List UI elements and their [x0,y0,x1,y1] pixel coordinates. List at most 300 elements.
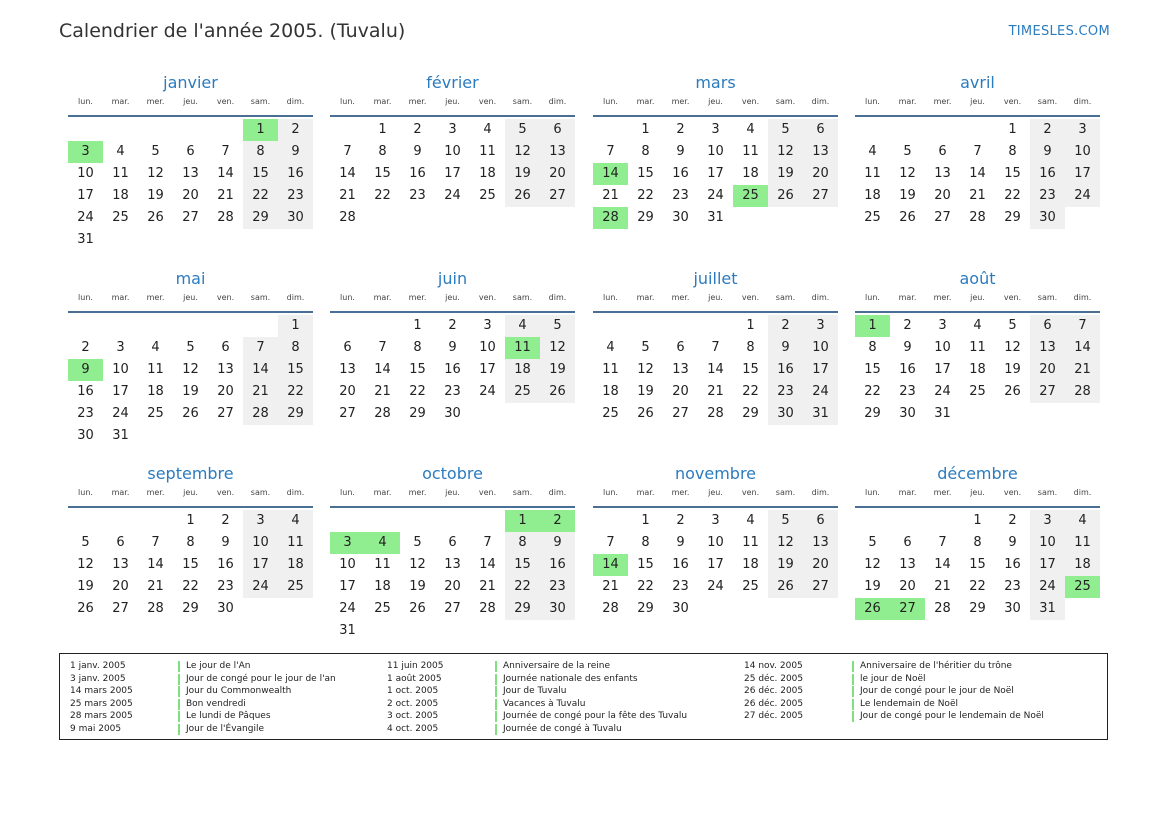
weekday-header [593,97,838,117]
day-cell: 22 [374,188,391,203]
weekday-label: mer. [671,97,690,106]
legend-marker [852,674,854,685]
empty-cell [173,119,208,141]
day-cell: 30 [672,210,689,225]
day-cell: 15 [969,557,986,572]
day-cell: 17 [243,554,278,576]
day-cell: 1 [186,513,195,528]
day-cell: 17 [707,557,724,572]
holiday-day-cell: 1 [855,315,890,337]
legend-row [744,710,1044,723]
day-cell: 16 [1030,163,1065,185]
month-block [593,73,838,229]
legend-row [387,710,687,723]
day-cell: 11 [112,166,129,181]
day-cell: 16 [217,557,234,572]
day-cell: 1 [746,318,755,333]
weekday-label: ven. [1003,293,1022,302]
day-cell: 9 [540,532,575,554]
day-cell: 17 [707,166,724,181]
day-cell: 18 [742,166,759,181]
legend-row [70,723,336,736]
day-cell: 13 [339,362,356,377]
weekday-label: mer. [933,97,952,106]
weekday-label: dim. [811,293,830,302]
day-cell: 12 [540,337,575,359]
holiday-day-cell: 3 [330,532,365,554]
month-name: mai [175,269,206,288]
legend-marker [852,686,854,697]
day-cell: 11 [1065,532,1100,554]
day-cell: 17 [803,359,838,381]
month-name: septembre [147,464,234,483]
weekday-label: jeu. [708,97,723,106]
day-cell: 2 [676,513,685,528]
legend-row [70,698,336,711]
legend-holiday-name: Journée de congé à Tuvalu [503,723,622,734]
day-cell: 17 [444,166,461,181]
day-cell: 11 [969,340,986,355]
day-cell: 2 [413,122,422,137]
day-cell: 10 [707,144,724,159]
legend-marker [852,661,854,672]
day-cell: 21 [707,384,724,399]
page-title: Calendrier de l'année 2005. (Tuvalu) [59,20,406,42]
day-cell: 17 [1065,163,1100,185]
empty-cell [330,315,365,337]
weekday-header [68,97,313,117]
day-cell: 22 [969,579,986,594]
day-cell: 7 [606,144,615,159]
day-cell: 28 [339,210,356,225]
weekday-label: jeu. [183,293,198,302]
month-name: juillet [693,269,738,288]
legend-holiday-name: Le jour de l'An [186,661,251,671]
holiday-day-cell: 2 [540,510,575,532]
day-cell: 12 [768,532,803,554]
empty-cell [68,315,103,337]
legend-marker [178,661,180,672]
day-cell: 19 [505,163,540,185]
day-cell: 10 [707,535,724,550]
day-cell: 26 [505,185,540,207]
day-cell: 19 [864,579,881,594]
day-cell: 6 [540,119,575,141]
weekday-label: ven. [1003,97,1022,106]
day-cell: 27 [217,406,234,421]
day-cell: 15 [243,163,278,185]
legend-holiday-name: Le lundi de Pâques [186,711,271,722]
day-cell: 9 [448,340,457,355]
day-cell: 13 [672,362,689,377]
day-cell: 2 [278,119,313,141]
empty-cell [628,315,663,337]
weekday-label: mer. [408,488,427,497]
day-cell: 18 [969,362,986,377]
day-cell: 27 [803,576,838,598]
day-cell: 3 [711,122,720,137]
holiday-day-cell: 1 [243,119,278,141]
weekday-label: mer. [408,293,427,302]
legend-marker [495,661,497,672]
legend-holiday-name: Journée de congé pour la fête des Tuvalu [503,711,688,722]
day-cell: 7 [343,144,352,159]
day-cell: 30 [77,428,94,443]
day-cell: 19 [768,554,803,576]
day-cell: 25 [969,384,986,399]
day-cell: 7 [1065,315,1100,337]
day-cell: 18 [602,384,619,399]
legend-row [387,660,687,673]
day-cell: 12 [409,557,426,572]
weekday-label: jeu. [708,488,723,497]
day-cell: 6 [343,340,352,355]
empty-cell [243,315,278,337]
weekday-header [593,293,838,313]
day-cell: 8 [973,535,982,550]
day-cell: 26 [637,406,654,421]
day-cell: 26 [768,185,803,207]
holiday-day-cell: 11 [505,337,540,359]
empty-cell [103,315,138,337]
weekday-label: sam. [512,97,533,106]
day-cell: 16 [278,163,313,185]
day-cell: 20 [540,163,575,185]
day-cell: 18 [147,384,164,399]
empty-cell [103,119,138,141]
day-cell: 23 [899,384,916,399]
day-cell: 28 [707,406,724,421]
day-cell: 21 [479,579,496,594]
legend-holiday-name: Jour de congé pour le jour de Noël [860,686,1014,697]
weekday-label: sam. [512,293,533,302]
empty-cell [138,315,173,337]
day-cell: 29 [637,210,654,225]
day-grid [68,315,313,447]
day-cell: 24 [934,384,951,399]
weekday-label: ven. [741,97,760,106]
day-cell: 9 [768,337,803,359]
weekday-label: sam. [512,488,533,497]
day-cell: 24 [339,601,356,616]
weekday-label: ven. [1003,488,1022,497]
day-cell: 9 [1008,535,1017,550]
day-cell: 14 [339,166,356,181]
weekday-label: sam. [775,293,796,302]
day-cell: 30 [444,406,461,421]
empty-cell [663,315,698,337]
weekday-label: mar. [373,97,392,106]
weekday-label: mar. [636,97,655,106]
weekday-header [855,97,1100,117]
day-cell: 29 [505,598,540,620]
brand-link[interactable]: TIMESLES.COM [1008,24,1110,39]
month-name: décembre [937,464,1018,483]
day-cell: 23 [278,185,313,207]
day-cell: 21 [969,188,986,203]
day-cell: 1 [413,318,422,333]
legend-holiday-name: Jour de l'Évangile [186,723,264,734]
weekday-label: mer. [671,488,690,497]
day-cell: 8 [186,535,195,550]
day-cell: 26 [147,210,164,225]
day-cell: 5 [768,510,803,532]
day-grid [855,315,1100,425]
weekday-label: mer. [146,488,165,497]
day-cell: 28 [374,406,391,421]
legend-date: 11 juin 2005 [387,661,444,671]
day-cell: 23 [217,579,234,594]
weekday-label: dim. [548,97,567,106]
day-cell: 2 [903,318,912,333]
weekday-label: dim. [811,97,830,106]
day-cell: 17 [112,384,129,399]
day-cell: 4 [606,340,615,355]
day-cell: 2 [81,340,90,355]
holiday-day-cell: 28 [593,207,628,229]
day-grid [593,119,838,229]
day-cell: 25 [864,210,881,225]
day-cell: 14 [243,359,278,381]
day-cell: 20 [444,579,461,594]
weekday-label: mar. [111,97,130,106]
day-cell: 4 [483,122,492,137]
legend-row [70,710,336,723]
day-cell: 23 [1004,579,1021,594]
weekday-label: dim. [1073,293,1092,302]
weekday-label: mar. [898,488,917,497]
day-cell: 16 [540,554,575,576]
month-name: octobre [422,464,483,483]
day-cell: 4 [1065,510,1100,532]
day-cell: 15 [409,362,426,377]
day-cell: 30 [899,406,916,421]
day-cell: 14 [147,557,164,572]
day-cell: 3 [711,513,720,528]
day-cell: 2 [1008,513,1017,528]
day-cell: 9 [221,535,230,550]
legend-row [744,698,1044,711]
day-cell: 8 [868,340,877,355]
day-cell: 28 [969,210,986,225]
legend-date: 26 déc. 2005 [744,698,804,709]
day-cell: 31 [803,403,838,425]
empty-cell [365,510,400,532]
empty-cell [330,510,365,532]
weekday-label: lun. [603,488,618,497]
weekday-label: jeu. [445,293,460,302]
empty-cell [103,510,138,532]
day-cell: 23 [672,579,689,594]
day-cell: 10 [444,144,461,159]
day-cell: 16 [77,384,94,399]
weekday-label: mar. [111,293,130,302]
day-cell: 17 [77,188,94,203]
legend-date: 28 mars 2005 [70,711,133,722]
day-cell: 19 [899,188,916,203]
day-cell: 27 [540,185,575,207]
day-grid [68,510,313,620]
day-grid [593,315,838,425]
legend-date: 4 oct. 2005 [387,723,439,734]
holiday-day-cell: 4 [365,532,400,554]
weekday-label: jeu. [970,97,985,106]
holiday-day-cell: 25 [1065,576,1100,598]
day-cell: 19 [147,188,164,203]
day-cell: 7 [151,535,160,550]
legend-holiday-name: Anniversaire de la reine [503,661,611,671]
legend-date: 3 janv. 2005 [70,673,126,684]
day-cell: 1 [641,513,650,528]
legend-row [387,685,687,698]
legend-date: 14 mars 2005 [70,686,133,697]
day-cell: 28 [147,601,164,616]
day-cell: 24 [1065,185,1100,207]
day-cell: 16 [672,557,689,572]
day-cell: 18 [479,166,496,181]
day-cell: 26 [77,601,94,616]
day-cell: 1 [378,122,387,137]
weekday-label: lun. [865,488,880,497]
day-cell: 10 [77,166,94,181]
day-cell: 2 [676,122,685,137]
weekday-label: ven. [478,488,497,497]
weekday-label: mar. [636,488,655,497]
day-cell: 30 [1030,207,1065,229]
empty-cell [173,315,208,337]
day-cell: 7 [243,337,278,359]
day-cell: 5 [903,144,912,159]
day-cell: 25 [742,579,759,594]
day-cell: 15 [637,557,654,572]
day-cell: 2 [221,513,230,528]
day-cell: 25 [278,576,313,598]
day-cell: 30 [278,207,313,229]
day-cell: 7 [606,535,615,550]
day-cell: 22 [742,384,759,399]
empty-cell [890,510,925,532]
day-cell: 8 [413,340,422,355]
day-cell: 16 [444,362,461,377]
weekday-label: lun. [603,293,618,302]
legend-holiday-name: Vacances à Tuvalu [503,698,586,709]
month-name: avril [960,73,995,92]
legend-row [387,698,687,711]
day-cell: 25 [602,406,619,421]
empty-cell [470,510,505,532]
legend-holiday-name: le jour de Noël [860,673,926,684]
legend-row [70,660,336,673]
day-cell: 19 [637,384,654,399]
day-cell: 8 [243,141,278,163]
day-cell: 27 [672,406,689,421]
day-cell: 11 [374,557,391,572]
weekday-label: mer. [933,293,952,302]
day-cell: 17 [1030,554,1065,576]
day-cell: 26 [768,576,803,598]
day-cell: 6 [676,340,685,355]
day-cell: 31 [112,428,129,443]
weekday-label: jeu. [970,293,985,302]
day-cell: 11 [602,362,619,377]
day-cell: 10 [243,532,278,554]
weekday-label: lun. [340,97,355,106]
day-cell: 27 [444,601,461,616]
empty-cell [365,315,400,337]
day-grid [330,119,575,229]
legend-marker [495,699,497,710]
day-cell: 10 [339,557,356,572]
legend-date: 2 oct. 2005 [387,698,439,709]
day-cell: 26 [1004,384,1021,399]
day-cell: 14 [479,557,496,572]
day-grid [855,119,1100,229]
month-block [68,73,313,251]
day-cell: 6 [186,144,195,159]
empty-cell [593,510,628,532]
day-cell: 23 [540,576,575,598]
day-cell: 23 [444,384,461,399]
day-cell: 4 [116,144,125,159]
day-cell: 24 [243,576,278,598]
day-cell: 19 [1004,362,1021,377]
day-cell: 31 [77,232,94,247]
day-cell: 7 [938,535,947,550]
legend-holiday-name: Journée nationale des enfants [503,673,638,684]
legend-row [70,685,336,698]
day-cell: 11 [742,535,759,550]
day-grid [330,315,575,425]
day-cell: 5 [151,144,160,159]
empty-cell [593,315,628,337]
day-cell: 1 [973,513,982,528]
day-cell: 13 [803,141,838,163]
empty-cell [330,119,365,141]
legend-marker [178,724,180,735]
day-cell: 10 [1030,532,1065,554]
weekday-label: mar. [898,97,917,106]
weekday-header [855,293,1100,313]
day-cell: 12 [768,141,803,163]
day-cell: 21 [217,188,234,203]
empty-cell [855,119,890,141]
weekday-header [330,293,575,313]
weekday-label: lun. [78,293,93,302]
day-cell: 15 [374,166,391,181]
day-cell: 28 [1065,381,1100,403]
day-grid [593,510,838,620]
day-cell: 28 [934,601,951,616]
holiday-legend [59,653,1108,740]
day-cell: 14 [1065,337,1100,359]
day-cell: 12 [182,362,199,377]
weekday-label: mar. [373,293,392,302]
day-cell: 31 [1030,598,1065,620]
holiday-day-cell: 25 [733,185,768,207]
weekday-label: dim. [1073,97,1092,106]
day-cell: 2 [1030,119,1065,141]
empty-cell [890,119,925,141]
day-cell: 3 [243,510,278,532]
day-cell: 4 [505,315,540,337]
weekday-label: sam. [1037,488,1058,497]
weekday-label: dim. [286,97,305,106]
day-cell: 16 [899,362,916,377]
day-cell: 9 [676,144,685,159]
weekday-label: dim. [1073,488,1092,497]
day-cell: 12 [1004,340,1021,355]
day-cell: 5 [540,315,575,337]
